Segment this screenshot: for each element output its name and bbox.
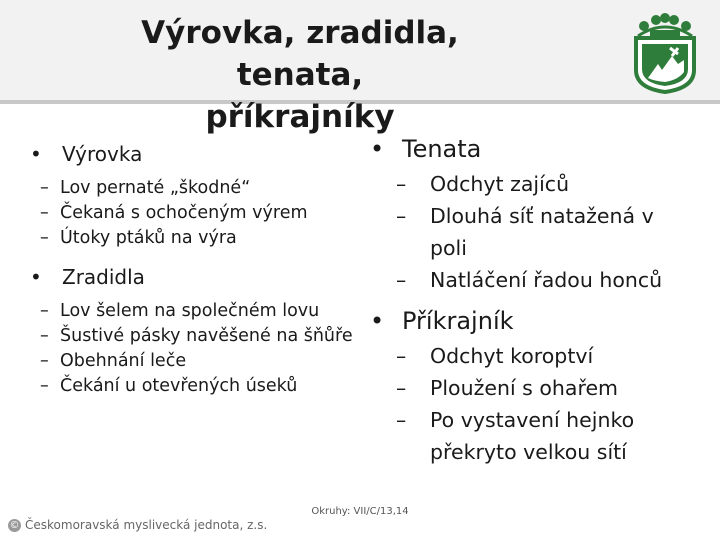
copyright-icon: © bbox=[9, 519, 20, 531]
list-item: – Čekaná s ochočeným výrem bbox=[30, 201, 373, 226]
title-line-1: Výrovka, zradidla, tenata, bbox=[141, 15, 459, 93]
bullet-prikrajnik: • Příkrajník bbox=[368, 302, 708, 340]
dash-icon: – bbox=[40, 326, 49, 346]
cmmj-emblem-icon bbox=[628, 12, 702, 94]
dash-icon: – bbox=[40, 203, 49, 223]
dash-icon: – bbox=[396, 172, 407, 196]
footer-copyright bbox=[8, 518, 267, 532]
list-item: – Šustivé pásky navěšené na šňůře bbox=[30, 324, 360, 349]
dash-icon: – bbox=[396, 344, 407, 368]
slide-title bbox=[80, 12, 520, 138]
dash-icon: – bbox=[40, 376, 49, 396]
bullet-icon: • bbox=[30, 265, 42, 289]
list-item: – Ploužení s ohařem bbox=[374, 372, 708, 404]
list-item: – Obehnání leče bbox=[30, 349, 373, 374]
list-item: – Čekání u otevřených úseků bbox=[30, 374, 373, 399]
list-item: – Útoky ptáků na výra bbox=[30, 226, 373, 251]
title-line-2: příkrajníky bbox=[205, 99, 395, 135]
dash-icon: – bbox=[396, 376, 407, 400]
bullet-icon: • bbox=[30, 142, 42, 166]
dash-icon: – bbox=[396, 408, 407, 432]
dash-icon: – bbox=[40, 178, 49, 198]
bullet-icon: • bbox=[370, 307, 385, 335]
list-item: – Odchyt koroptví bbox=[374, 340, 708, 372]
list-item: – Lov pernaté „škodné“ bbox=[30, 176, 373, 201]
bullet-icon: • bbox=[370, 135, 385, 163]
bullet-tenata: • Tenata bbox=[368, 130, 708, 168]
list-item: – Po vystavení hejnko překryto velkou sítí bbox=[374, 404, 700, 468]
dash-icon: – bbox=[396, 268, 407, 292]
dash-icon: – bbox=[40, 228, 49, 248]
right-column bbox=[368, 130, 708, 468]
dash-icon: – bbox=[40, 301, 49, 321]
copyright-text: Českomoravská myslivecká jednota, z.s. bbox=[25, 518, 268, 532]
bullet-zradidla: • Zradidla bbox=[28, 259, 373, 295]
dash-icon: – bbox=[40, 351, 49, 371]
left-column bbox=[28, 136, 373, 399]
list-item: – Natláčení řadou honců bbox=[374, 264, 708, 296]
list-item: – Lov šelem na společném lovu bbox=[30, 299, 360, 324]
dash-icon: – bbox=[396, 204, 407, 228]
list-item: – Dlouhá síť natažená v poli bbox=[374, 200, 695, 264]
list-item: – Odchyt zajíců bbox=[374, 168, 708, 200]
footer-code: Okruhy: VII/C/13,14 bbox=[311, 506, 409, 517]
title-bar bbox=[0, 0, 720, 135]
bullet-vyrovka: • Výrovka bbox=[28, 136, 373, 172]
